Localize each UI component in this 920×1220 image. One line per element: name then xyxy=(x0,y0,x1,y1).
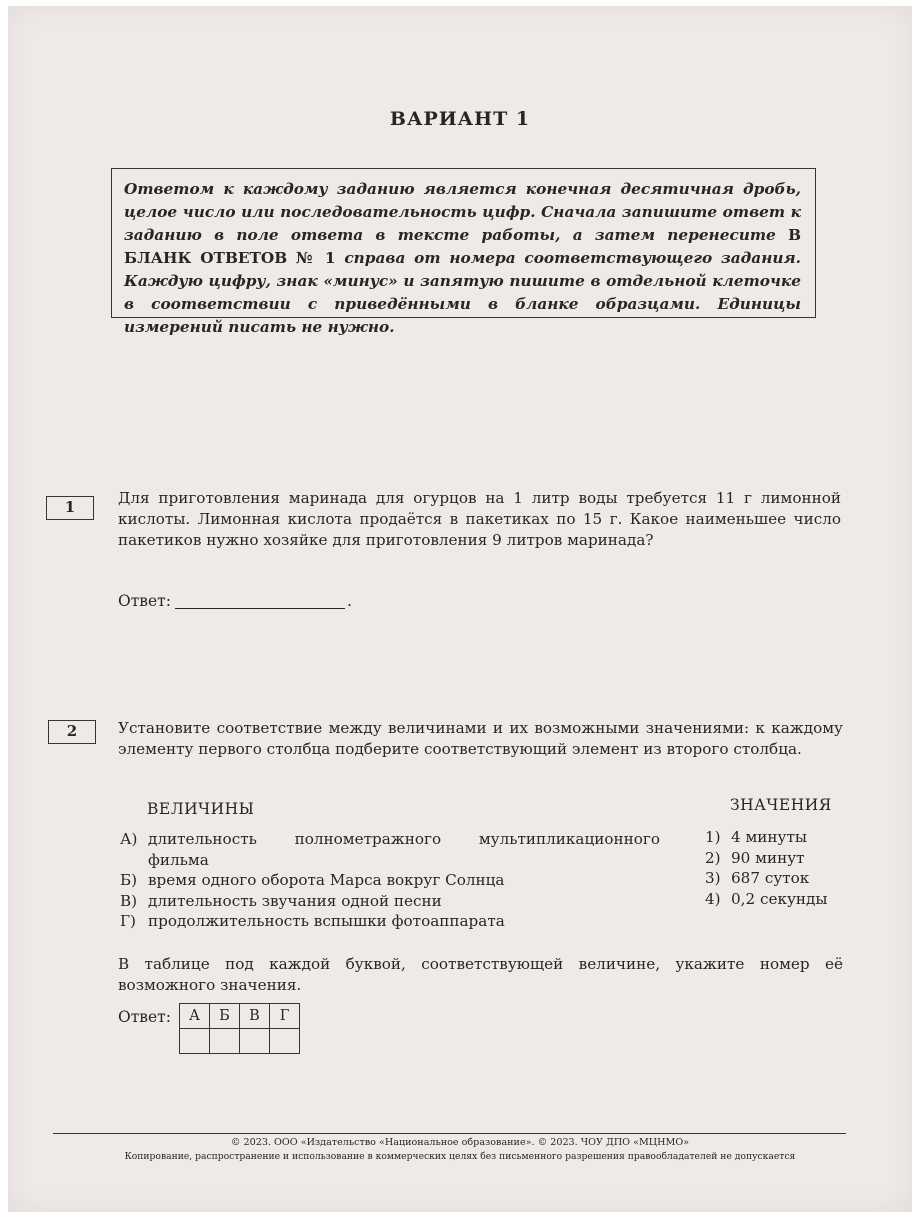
quantities-list xyxy=(120,829,660,932)
value-number: 2) xyxy=(705,848,721,867)
value-number: 3) xyxy=(705,869,721,887)
values-header: ЗНАЧЕНИЯ xyxy=(730,796,832,814)
task-2-text: Установите соответствие между величинами и их возможными значениями: к каждому элементу первого столбца подберите соответствующий элемент из второго столбца. xyxy=(118,719,843,758)
task-2-number: 2 xyxy=(48,720,96,744)
value-item xyxy=(705,868,855,889)
quantity-letter: А) xyxy=(120,830,138,848)
quantity-letter: Б) xyxy=(120,871,138,889)
instructions-box xyxy=(111,168,816,336)
answer-table-header-row xyxy=(180,1004,300,1029)
footer-notice: Копирование, распространение и использование в коммерческих целях без письменного разрешения правообладателей не допускается xyxy=(124,1151,796,1162)
answer-cell-b[interactable] xyxy=(210,1029,240,1054)
values-list xyxy=(705,827,855,909)
instructions-text-2: справа от номера соответствующего задания. Каждую цифру, знак «минус» и запятую пишите в отдельной клеточке в соответствии с приведёнными в бланке образцами. Единицы измерений писать не нужно. xyxy=(124,249,801,336)
quantity-item xyxy=(120,829,660,850)
variant-title: ВАРИАНТ 1 xyxy=(389,108,531,130)
answer-cell-g[interactable] xyxy=(270,1029,300,1054)
task-1-answer-dot: . xyxy=(347,592,352,610)
instructions-caps: В БЛАНК ОТВЕТОВ № 1 xyxy=(124,226,801,267)
quantity-letter xyxy=(120,850,148,871)
answer-table-input-row xyxy=(180,1029,300,1054)
answer-table-header: В xyxy=(240,1004,270,1029)
task-1-text: Для приготовления маринада для огурцов на 1 литр воды требуется 11 г лимонной кислоты. Лимонная кислота продаётся в пакетиках по 15 г. Какое наименьшее число пакетиков нужно хозяйке для приготовления 9 литров маринада? xyxy=(118,489,841,549)
answer-cell-a[interactable] xyxy=(180,1029,210,1054)
footer-divider xyxy=(53,1133,846,1134)
quantity-text: длительность полнометражного мультипликационного xyxy=(148,830,660,848)
instructions-text-1: Ответом к каждому заданию является конечная десятичная дробь, целое число или последовательность цифр. Сначала запишите ответ к заданию в поле ответа в тексте работы, а затем перенесите xyxy=(124,180,801,244)
value-number: 1) xyxy=(705,828,721,846)
quantity-item xyxy=(120,870,660,891)
value-item xyxy=(705,827,855,848)
quantity-item xyxy=(120,850,660,871)
footer-copyright: © 2023. ООО «Издательство «Национальное образование». © 2023. ЧОУ ДПО «МЦНМО» xyxy=(230,1137,690,1148)
value-item xyxy=(705,848,855,869)
value-text: 4 минуты xyxy=(731,828,807,846)
exam-page xyxy=(8,6,912,1212)
task-1-number: 1 xyxy=(46,496,94,520)
answer-table xyxy=(179,1003,300,1054)
value-text: 0,2 секунды xyxy=(731,889,828,908)
task-1-answer-field[interactable] xyxy=(175,608,345,609)
quantity-letter: Г) xyxy=(120,912,136,930)
table-instruction: В таблице под каждой буквой, соответствующей величине, укажите номер её возможного значения. xyxy=(118,955,843,994)
quantity-text: продолжительность вспышки фотоаппарата xyxy=(148,912,505,930)
value-text: 90 минут xyxy=(731,848,805,867)
answer-table-header: Б xyxy=(210,1004,240,1029)
answer-cell-v[interactable] xyxy=(240,1029,270,1054)
quantity-text: время одного оборота Марса вокруг Солнца xyxy=(148,871,505,889)
task-1-answer-label: Ответ: xyxy=(118,592,171,610)
task-2-answer-label: Ответ: xyxy=(118,1008,171,1026)
answer-table-header: А xyxy=(180,1004,210,1029)
quantity-text: фильма xyxy=(148,850,209,869)
answer-table-header: Г xyxy=(270,1004,300,1029)
quantity-letter: В) xyxy=(120,891,138,910)
quantity-text: длительность звучания одной песни xyxy=(148,891,442,910)
quantity-item xyxy=(120,891,660,912)
quantities-header: ВЕЛИЧИНЫ xyxy=(147,800,255,818)
value-number: 4) xyxy=(705,889,721,908)
value-text: 687 суток xyxy=(731,869,810,887)
quantity-item xyxy=(120,911,660,932)
value-item xyxy=(705,889,855,910)
